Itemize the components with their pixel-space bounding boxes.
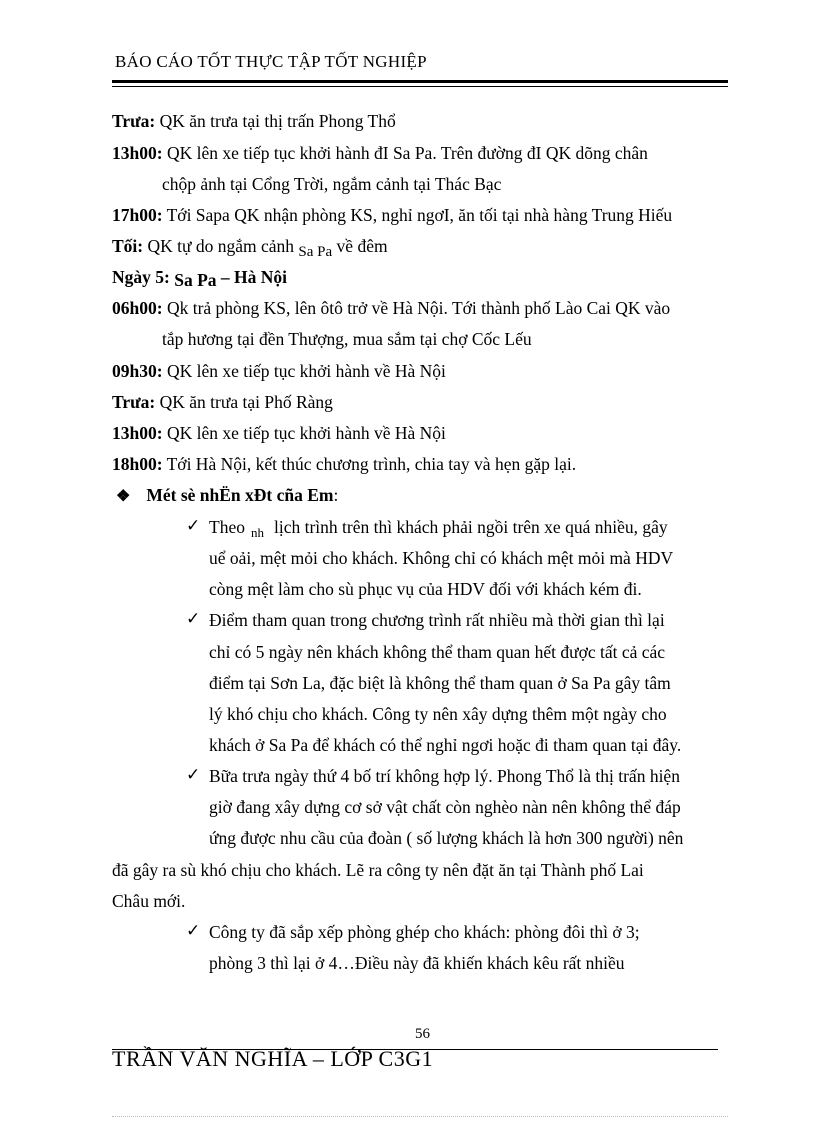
header-rule-thick <box>112 80 728 83</box>
itinerary-13h00-a-cont: chộp ảnh tại Cổng Trời, ngắm cảnh tại Thác Bạc <box>162 174 502 194</box>
remark-1-line-2: uể oải, mệt mỏi cho khách. Không chỉ có khách mệt mỏi mà HDV <box>209 548 674 568</box>
remarks-heading <box>116 484 338 508</box>
remark-3-line-4: đã gây ra sù khó chịu cho khách. Lẽ ra công ty nên đặt ăn tại Thành phố Lai <box>112 860 644 880</box>
remark-3-line-2: giờ đang xây dựng cơ sở vật chất còn nghèo nàn nên không thể đáp <box>209 797 681 817</box>
itinerary-text: QK tự do ngắm cảnh <box>143 236 299 256</box>
itinerary-text: QK lên xe tiếp tục khởi hành về Hà Nội <box>162 361 446 381</box>
remark-3-line-5: Châu mới. <box>112 891 186 911</box>
itinerary-text: QK lên xe tiếp tục khởi hành đI Sa Pa. Trên đường đI QK dõng chân <box>162 143 648 163</box>
time-label: 13h00: <box>112 423 163 443</box>
remark-small-text: nh <box>250 525 264 540</box>
remark-4-line-1: Công ty đã sắp xếp phòng ghép cho khách: phòng đôi thì ở 3; <box>209 922 640 942</box>
itinerary-text: Tới Hà Nội, kết thúc chương trình, chia tay và hẹn gặp lại. <box>162 454 577 474</box>
remark-2-line-4: lý khó chịu cho khách. Công ty nên xây dựng thêm một ngày cho <box>209 704 667 724</box>
page-bottom-dotted-border <box>112 1116 728 1117</box>
day-5-heading <box>112 266 287 288</box>
checkmark-icon: ✓ <box>186 765 201 784</box>
time-label: 09h30: <box>112 361 163 381</box>
remark-2-line-1: Điểm tham quan trong chương trình rất nhiều mà thời gian thì lại <box>209 610 665 630</box>
remark-1-line-3: còng mệt làm cho sù phục vụ của HDV đối với khách kém đi. <box>209 579 642 599</box>
itinerary-text: QK ăn trưa tại thị trấn Phong Thổ <box>155 111 396 131</box>
itinerary-17h00 <box>112 204 672 226</box>
page-number: 56 <box>415 1026 430 1042</box>
remark-text: Theo <box>209 517 245 537</box>
time-label: 17h00: <box>112 205 163 225</box>
header-rule-thin <box>112 86 728 87</box>
time-label: Trưa: <box>112 111 156 131</box>
time-label: Tối: <box>112 236 144 256</box>
day-tail: – Hà Nội <box>216 267 288 287</box>
remark-2-line-2: chỉ có 5 ngày nên khách không thể tham quan hết được tất cả các <box>209 642 666 662</box>
remark-1-line-1 <box>209 516 668 540</box>
itinerary-06h00-cont: tắp hương tại đền Thượng, mua sắm tại chợ Cốc Lếu <box>162 329 532 349</box>
remarks-heading-colon: : <box>333 485 339 505</box>
remark-4-line-2: phòng 3 thì lại ở 4…Điều này đã khiến khách kêu rất nhiều <box>209 953 625 973</box>
itinerary-toi <box>112 235 388 259</box>
report-header-title: BÁO CÁO TỐT THỰC TẬP TỐT NGHIỆP <box>115 52 427 71</box>
day-place: Sa Pa <box>174 270 217 290</box>
time-label: Trưa: <box>112 392 156 412</box>
checkmark-icon: ✓ <box>186 609 201 628</box>
itinerary-text: Tới Sapa QK nhận phòng KS, nghỉ ngơI, ăn tối tại nhà hàng Trung Hiếu <box>162 205 673 225</box>
remark-3-line-1: Bữa trưa ngày thứ 4 bố trí không hợp lý. Phong Thổ là thị trấn hiện <box>209 766 680 786</box>
time-label: 13h00: <box>112 143 163 163</box>
itinerary-text: QK ăn trưa tại Phố Ràng <box>155 392 333 412</box>
itinerary-09h30 <box>112 360 446 382</box>
place-sapa: Sa Pa <box>298 244 333 260</box>
time-label: 18h00: <box>112 454 163 474</box>
remark-3-line-3: ứng được nhu cầu của đoàn ( số lượng khách là hơn 300 người) nên <box>209 828 684 848</box>
checkmark-icon: ✓ <box>186 921 201 940</box>
remark-2-line-3: điểm tại Sơn La, đặc biệt là không thể tham quan ở Sa Pa gây tâm <box>209 673 671 693</box>
itinerary-13h00-b <box>112 422 446 444</box>
checkmark-icon: ✓ <box>186 516 201 535</box>
day-label: Ngày 5: <box>112 267 175 287</box>
itinerary-trua-2 <box>112 391 333 413</box>
itinerary-text-tail: về đêm <box>332 236 388 256</box>
footer-author: TRẦN VĂN NGHĨA – LỚP C3G1 <box>112 1046 434 1071</box>
itinerary-06h00 <box>112 297 670 319</box>
itinerary-text: QK lên xe tiếp tục khởi hành về Hà Nội <box>162 423 446 443</box>
itinerary-18h00 <box>112 453 576 475</box>
time-label: 06h00: <box>112 298 163 318</box>
diamond-bullet-icon: ❖ <box>116 488 131 505</box>
itinerary-text: Qk trả phòng KS, lên ôtô trở về Hà Nội. Tới thành phố Lào Cai QK vào <box>162 298 671 318</box>
remark-text: lịch trình trên thì khách phải ngồi trên xe quá nhiều, gây <box>273 517 668 537</box>
itinerary-13h00-a <box>112 142 648 164</box>
itinerary-trua-1 <box>112 110 396 132</box>
remark-2-line-5: khách ở Sa Pa để khách có thể nghỉ ngơi hoặc đi tham quan tại đây. <box>209 735 682 755</box>
remarks-heading-text: Mét sè nhËn xÐt cña Em <box>146 485 334 505</box>
